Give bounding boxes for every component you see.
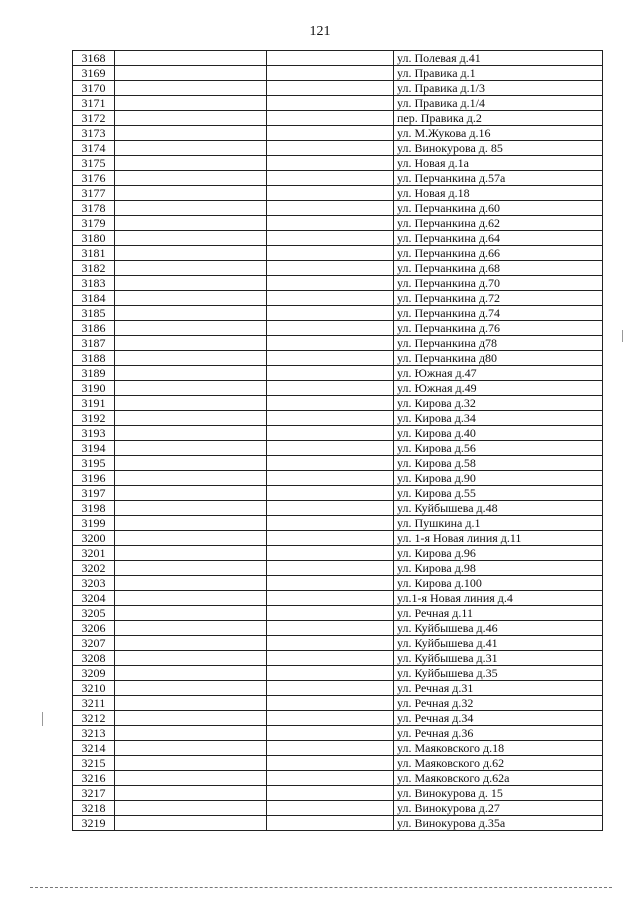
address-cell: ул. Куйбышева д.46 (394, 621, 603, 636)
address-cell: ул. Маяковского д.18 (394, 741, 603, 756)
empty-cell (267, 606, 394, 621)
address-cell: ул. Речная д.31 (394, 681, 603, 696)
row-number-cell: 3218 (73, 801, 115, 816)
empty-cell (115, 246, 267, 261)
empty-cell (267, 471, 394, 486)
table-row (73, 711, 603, 726)
address-cell: ул. Винокурова д.35а (394, 816, 603, 831)
table-row (73, 696, 603, 711)
address-cell: пер. Правика д.2 (394, 111, 603, 126)
empty-cell (115, 771, 267, 786)
table-row (73, 441, 603, 456)
empty-cell (115, 381, 267, 396)
address-cell: ул. Кирова д.40 (394, 426, 603, 441)
row-number-cell: 3203 (73, 576, 115, 591)
address-cell: ул. Кирова д.100 (394, 576, 603, 591)
empty-cell (267, 561, 394, 576)
row-number-cell: 3179 (73, 216, 115, 231)
table-row (73, 591, 603, 606)
row-number-cell: 3206 (73, 621, 115, 636)
empty-cell (115, 306, 267, 321)
empty-cell (115, 141, 267, 156)
scan-mark (42, 712, 43, 726)
empty-cell (115, 276, 267, 291)
empty-cell (267, 336, 394, 351)
table-row (73, 126, 603, 141)
address-cell: ул. Кирова д.90 (394, 471, 603, 486)
table-row (73, 141, 603, 156)
empty-cell (267, 396, 394, 411)
table-row (73, 651, 603, 666)
address-cell: ул. Полевая д.41 (394, 51, 603, 66)
empty-cell (267, 411, 394, 426)
table-row (73, 306, 603, 321)
table-row (73, 171, 603, 186)
empty-cell (267, 771, 394, 786)
empty-cell (115, 531, 267, 546)
row-number-cell: 3209 (73, 666, 115, 681)
empty-cell (267, 126, 394, 141)
empty-cell (267, 321, 394, 336)
empty-cell (267, 156, 394, 171)
empty-cell (115, 696, 267, 711)
row-number-cell: 3199 (73, 516, 115, 531)
table-row (73, 531, 603, 546)
row-number-cell: 3191 (73, 396, 115, 411)
empty-cell (267, 516, 394, 531)
empty-cell (115, 786, 267, 801)
table-row (73, 771, 603, 786)
row-number-cell: 3212 (73, 711, 115, 726)
row-number-cell: 3198 (73, 501, 115, 516)
address-cell: ул. Перчанкина д.66 (394, 246, 603, 261)
address-cell: ул. 1-я Новая линия д.11 (394, 531, 603, 546)
empty-cell (115, 291, 267, 306)
empty-cell (267, 231, 394, 246)
table-row (73, 471, 603, 486)
row-number-cell: 3183 (73, 276, 115, 291)
table-row (73, 576, 603, 591)
address-cell: ул. Речная д.36 (394, 726, 603, 741)
row-number-cell: 3178 (73, 201, 115, 216)
empty-cell (267, 306, 394, 321)
empty-cell (267, 96, 394, 111)
empty-cell (115, 636, 267, 651)
table-row (73, 546, 603, 561)
empty-cell (115, 426, 267, 441)
address-cell: ул. Винокурова д. 15 (394, 786, 603, 801)
address-cell: ул. Южная д.49 (394, 381, 603, 396)
empty-cell (267, 741, 394, 756)
empty-cell (115, 156, 267, 171)
row-number-cell: 3187 (73, 336, 115, 351)
address-cell: ул. Южная д.47 (394, 366, 603, 381)
empty-cell (267, 111, 394, 126)
row-number-cell: 3180 (73, 231, 115, 246)
row-number-cell: 3172 (73, 111, 115, 126)
row-number-cell: 3170 (73, 81, 115, 96)
address-cell: ул. Речная д.32 (394, 696, 603, 711)
empty-cell (115, 96, 267, 111)
empty-cell (115, 186, 267, 201)
empty-cell (115, 351, 267, 366)
empty-cell (115, 756, 267, 771)
empty-cell (115, 336, 267, 351)
empty-cell (267, 531, 394, 546)
address-cell: ул. Перчанкина д.62 (394, 216, 603, 231)
address-cell: ул. Кирова д.98 (394, 561, 603, 576)
empty-cell (267, 366, 394, 381)
table-row (73, 501, 603, 516)
empty-cell (115, 396, 267, 411)
empty-cell (267, 81, 394, 96)
empty-cell (267, 546, 394, 561)
address-cell: ул. Кирова д.56 (394, 441, 603, 456)
table-row (73, 66, 603, 81)
row-number-cell: 3213 (73, 726, 115, 741)
row-number-cell: 3185 (73, 306, 115, 321)
address-cell: ул. Перчанкина д.68 (394, 261, 603, 276)
empty-cell (115, 681, 267, 696)
row-number-cell: 3175 (73, 156, 115, 171)
empty-cell (267, 291, 394, 306)
page-number: 121 (309, 24, 331, 39)
table-row (73, 381, 603, 396)
row-number-cell: 3168 (73, 51, 115, 66)
table-row (73, 336, 603, 351)
empty-cell (115, 456, 267, 471)
empty-cell (267, 576, 394, 591)
empty-cell (267, 636, 394, 651)
row-number-cell: 3202 (73, 561, 115, 576)
address-cell: ул. Перчанкина д78 (394, 336, 603, 351)
row-number-cell: 3194 (73, 441, 115, 456)
row-number-cell: 3211 (73, 696, 115, 711)
address-cell: ул. Кирова д.55 (394, 486, 603, 501)
empty-cell (115, 201, 267, 216)
table-row (73, 276, 603, 291)
empty-cell (267, 726, 394, 741)
row-number-cell: 3207 (73, 636, 115, 651)
row-number-cell: 3171 (73, 96, 115, 111)
empty-cell (115, 486, 267, 501)
table-row (73, 51, 603, 66)
empty-cell (267, 651, 394, 666)
table-row (73, 156, 603, 171)
address-cell: ул.1-я Новая линия д.4 (394, 591, 603, 606)
empty-cell (115, 666, 267, 681)
row-number-cell: 3184 (73, 291, 115, 306)
row-number-cell: 3208 (73, 651, 115, 666)
address-cell: ул. Куйбышева д.41 (394, 636, 603, 651)
row-number-cell: 3204 (73, 591, 115, 606)
empty-cell (115, 606, 267, 621)
row-number-cell: 3219 (73, 816, 115, 831)
row-number-cell: 3176 (73, 171, 115, 186)
row-number-cell: 3190 (73, 381, 115, 396)
empty-cell (267, 276, 394, 291)
empty-cell (267, 711, 394, 726)
empty-cell (115, 591, 267, 606)
empty-cell (115, 741, 267, 756)
table-row (73, 486, 603, 501)
empty-cell (267, 666, 394, 681)
table-row (73, 426, 603, 441)
address-cell: ул. Перчанкина д.60 (394, 201, 603, 216)
table-row (73, 111, 603, 126)
table-row (73, 561, 603, 576)
empty-cell (267, 456, 394, 471)
row-number-cell: 3173 (73, 126, 115, 141)
empty-cell (115, 576, 267, 591)
empty-cell (267, 201, 394, 216)
empty-cell (267, 696, 394, 711)
row-number-cell: 3169 (73, 66, 115, 81)
empty-cell (115, 801, 267, 816)
table-body (73, 51, 603, 831)
address-cell: ул. Перчанкина д80 (394, 351, 603, 366)
row-number-cell: 3189 (73, 366, 115, 381)
address-cell: ул. Куйбышева д.35 (394, 666, 603, 681)
table-row (73, 516, 603, 531)
row-number-cell: 3200 (73, 531, 115, 546)
address-cell: ул. Правика д.1/3 (394, 81, 603, 96)
row-number-cell: 3193 (73, 426, 115, 441)
empty-cell (267, 351, 394, 366)
row-number-cell: 3201 (73, 546, 115, 561)
empty-cell (267, 381, 394, 396)
empty-cell (267, 621, 394, 636)
empty-cell (115, 471, 267, 486)
table-row (73, 816, 603, 831)
empty-cell (267, 216, 394, 231)
address-cell: ул. Кирова д.58 (394, 456, 603, 471)
address-cell: ул. Перчанкина д.70 (394, 276, 603, 291)
address-cell: ул. Кирова д.96 (394, 546, 603, 561)
address-cell: ул. Пушкина д.1 (394, 516, 603, 531)
empty-cell (267, 186, 394, 201)
empty-cell (267, 681, 394, 696)
address-cell: ул. М.Жукова д.16 (394, 126, 603, 141)
empty-cell (267, 246, 394, 261)
address-cell: ул. Куйбышева д.31 (394, 651, 603, 666)
row-number-cell: 3177 (73, 186, 115, 201)
address-cell: ул. Правика д.1/4 (394, 96, 603, 111)
table-row (73, 621, 603, 636)
row-number-cell: 3210 (73, 681, 115, 696)
row-number-cell: 3186 (73, 321, 115, 336)
scan-mark (622, 330, 623, 342)
table-row (73, 216, 603, 231)
empty-cell (115, 321, 267, 336)
row-number-cell: 3195 (73, 456, 115, 471)
empty-cell (115, 651, 267, 666)
scan-bottom-rule (30, 887, 612, 888)
empty-cell (115, 711, 267, 726)
table-row (73, 321, 603, 336)
empty-cell (115, 546, 267, 561)
table-row (73, 606, 603, 621)
address-cell: ул. Перчанкина д.76 (394, 321, 603, 336)
table-row (73, 186, 603, 201)
address-cell: ул. Речная д.34 (394, 711, 603, 726)
empty-cell (267, 501, 394, 516)
row-number-cell: 3214 (73, 741, 115, 756)
empty-cell (115, 501, 267, 516)
address-cell: ул. Кирова д.34 (394, 411, 603, 426)
empty-cell (115, 726, 267, 741)
table-row (73, 801, 603, 816)
empty-cell (115, 126, 267, 141)
empty-cell (267, 261, 394, 276)
empty-cell (267, 141, 394, 156)
table-row (73, 456, 603, 471)
address-cell: ул. Кирова д.32 (394, 396, 603, 411)
table-row (73, 756, 603, 771)
address-cell: ул. Перчанкина д.74 (394, 306, 603, 321)
table-row (73, 231, 603, 246)
empty-cell (267, 816, 394, 831)
empty-cell (267, 756, 394, 771)
table-row (73, 351, 603, 366)
empty-cell (115, 216, 267, 231)
empty-cell (267, 801, 394, 816)
empty-cell (267, 171, 394, 186)
row-number-cell: 3182 (73, 261, 115, 276)
table-row (73, 96, 603, 111)
address-cell: ул. Куйбышева д.48 (394, 501, 603, 516)
row-number-cell: 3188 (73, 351, 115, 366)
address-cell: ул. Перчанкина д.57а (394, 171, 603, 186)
table-row (73, 726, 603, 741)
table-row (73, 81, 603, 96)
empty-cell (267, 486, 394, 501)
empty-cell (115, 561, 267, 576)
table-row (73, 201, 603, 216)
address-cell: ул. Винокурова д. 85 (394, 141, 603, 156)
address-cell: ул. Новая д.1а (394, 156, 603, 171)
table-row (73, 291, 603, 306)
address-table (72, 50, 603, 831)
empty-cell (115, 441, 267, 456)
table-row (73, 636, 603, 651)
empty-cell (267, 66, 394, 81)
address-cell: ул. Перчанкина д.64 (394, 231, 603, 246)
row-number-cell: 3174 (73, 141, 115, 156)
empty-cell (115, 366, 267, 381)
empty-cell (115, 81, 267, 96)
empty-cell (115, 231, 267, 246)
empty-cell (115, 51, 267, 66)
table-row (73, 396, 603, 411)
empty-cell (267, 441, 394, 456)
row-number-cell: 3197 (73, 486, 115, 501)
address-cell: ул. Правика д.1 (394, 66, 603, 81)
empty-cell (267, 786, 394, 801)
row-number-cell: 3215 (73, 756, 115, 771)
empty-cell (115, 816, 267, 831)
table-row (73, 786, 603, 801)
row-number-cell: 3216 (73, 771, 115, 786)
empty-cell (115, 171, 267, 186)
empty-cell (115, 621, 267, 636)
row-number-cell: 3205 (73, 606, 115, 621)
address-cell: ул. Перчанкина д.72 (394, 291, 603, 306)
empty-cell (115, 111, 267, 126)
address-cell: ул. Маяковского д.62а (394, 771, 603, 786)
row-number-cell: 3217 (73, 786, 115, 801)
empty-cell (115, 516, 267, 531)
row-number-cell: 3192 (73, 411, 115, 426)
table-row (73, 261, 603, 276)
empty-cell (267, 426, 394, 441)
row-number-cell: 3181 (73, 246, 115, 261)
empty-cell (115, 66, 267, 81)
table-row (73, 411, 603, 426)
table-row (73, 666, 603, 681)
address-cell: ул. Новая д.18 (394, 186, 603, 201)
table-row (73, 681, 603, 696)
empty-cell (115, 411, 267, 426)
address-cell: ул. Маяковского д.62 (394, 756, 603, 771)
address-cell: ул. Винокурова д.27 (394, 801, 603, 816)
empty-cell (267, 51, 394, 66)
table-row (73, 741, 603, 756)
empty-cell (267, 591, 394, 606)
table-row (73, 366, 603, 381)
address-cell: ул. Речная д.11 (394, 606, 603, 621)
row-number-cell: 3196 (73, 471, 115, 486)
table-row (73, 246, 603, 261)
empty-cell (115, 261, 267, 276)
